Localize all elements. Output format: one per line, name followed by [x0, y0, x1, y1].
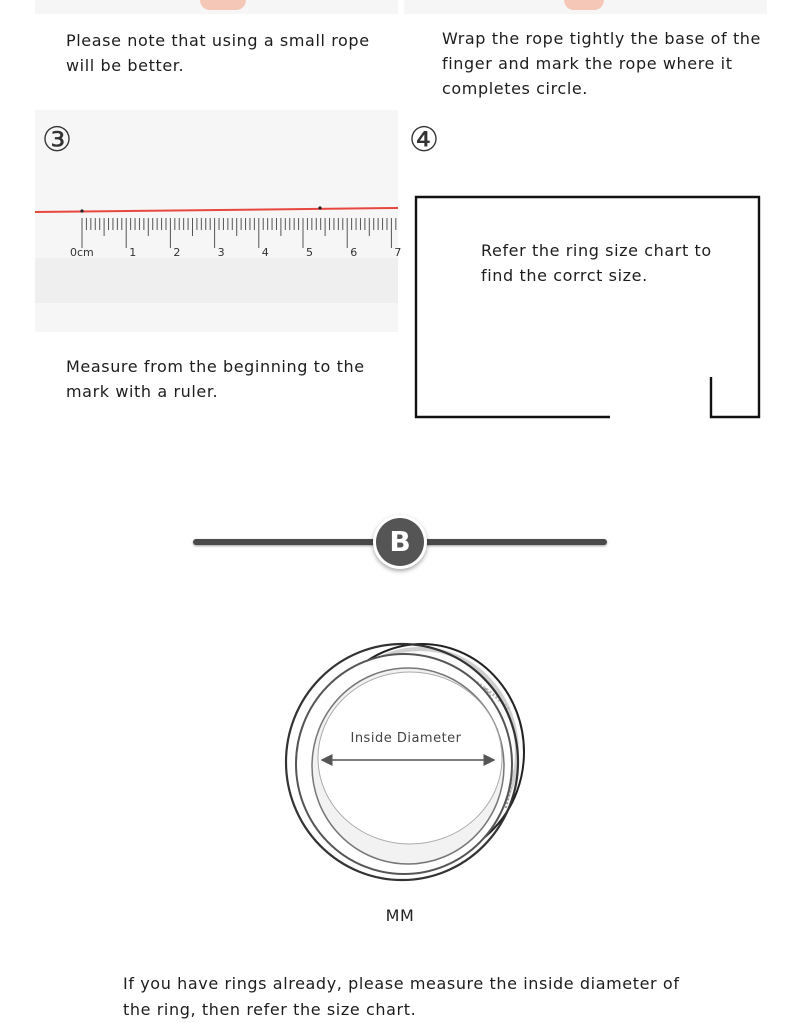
finger-image: [200, 0, 246, 10]
finger-image: [564, 0, 604, 10]
step-4-panel: [404, 110, 767, 444]
section-b-badge-inner: B: [376, 518, 424, 566]
ruler-label: 6: [350, 246, 358, 259]
ruler-label: 1: [129, 246, 137, 259]
rope-mark-end: [318, 206, 321, 209]
size-chart-frame: [414, 195, 762, 421]
step-2-text: Wrap the rope tightly the base of the finger and mark the rope where it completes circle.: [442, 29, 761, 98]
ring-unit-label: MM: [385, 906, 415, 925]
ring-illustration: [280, 640, 540, 900]
ruler-label: 0cm: [70, 246, 94, 259]
section-b-badge: [373, 515, 427, 569]
rope-mark-start: [80, 209, 83, 212]
ruler-label: 5: [306, 246, 313, 259]
ruler-label: 7: [394, 246, 402, 259]
ruler-label: 4: [261, 246, 269, 259]
bottom-note: If you have rings already, please measure the inside diameter of the ring, then refer the size chart.: [123, 974, 680, 1019]
ruler-label: 3: [217, 246, 225, 259]
step-1-panel: [35, 0, 398, 100]
ruler-label: 2: [173, 246, 181, 259]
inside-diameter-label: Inside Diameter: [350, 731, 462, 746]
step-4-number: ④: [408, 120, 440, 160]
step-3-text: Measure from the beginning to the mark with a ruler.: [66, 357, 365, 401]
step-4-text: Refer the ring size chart to find the corrct size.: [481, 241, 712, 285]
step-2-panel: [404, 0, 767, 100]
step-1-text: Please note that using a small rope will be better.: [66, 31, 370, 75]
rope-line: [35, 208, 398, 212]
step-3-panel: [35, 110, 402, 444]
step-3-number: ③: [41, 120, 73, 160]
